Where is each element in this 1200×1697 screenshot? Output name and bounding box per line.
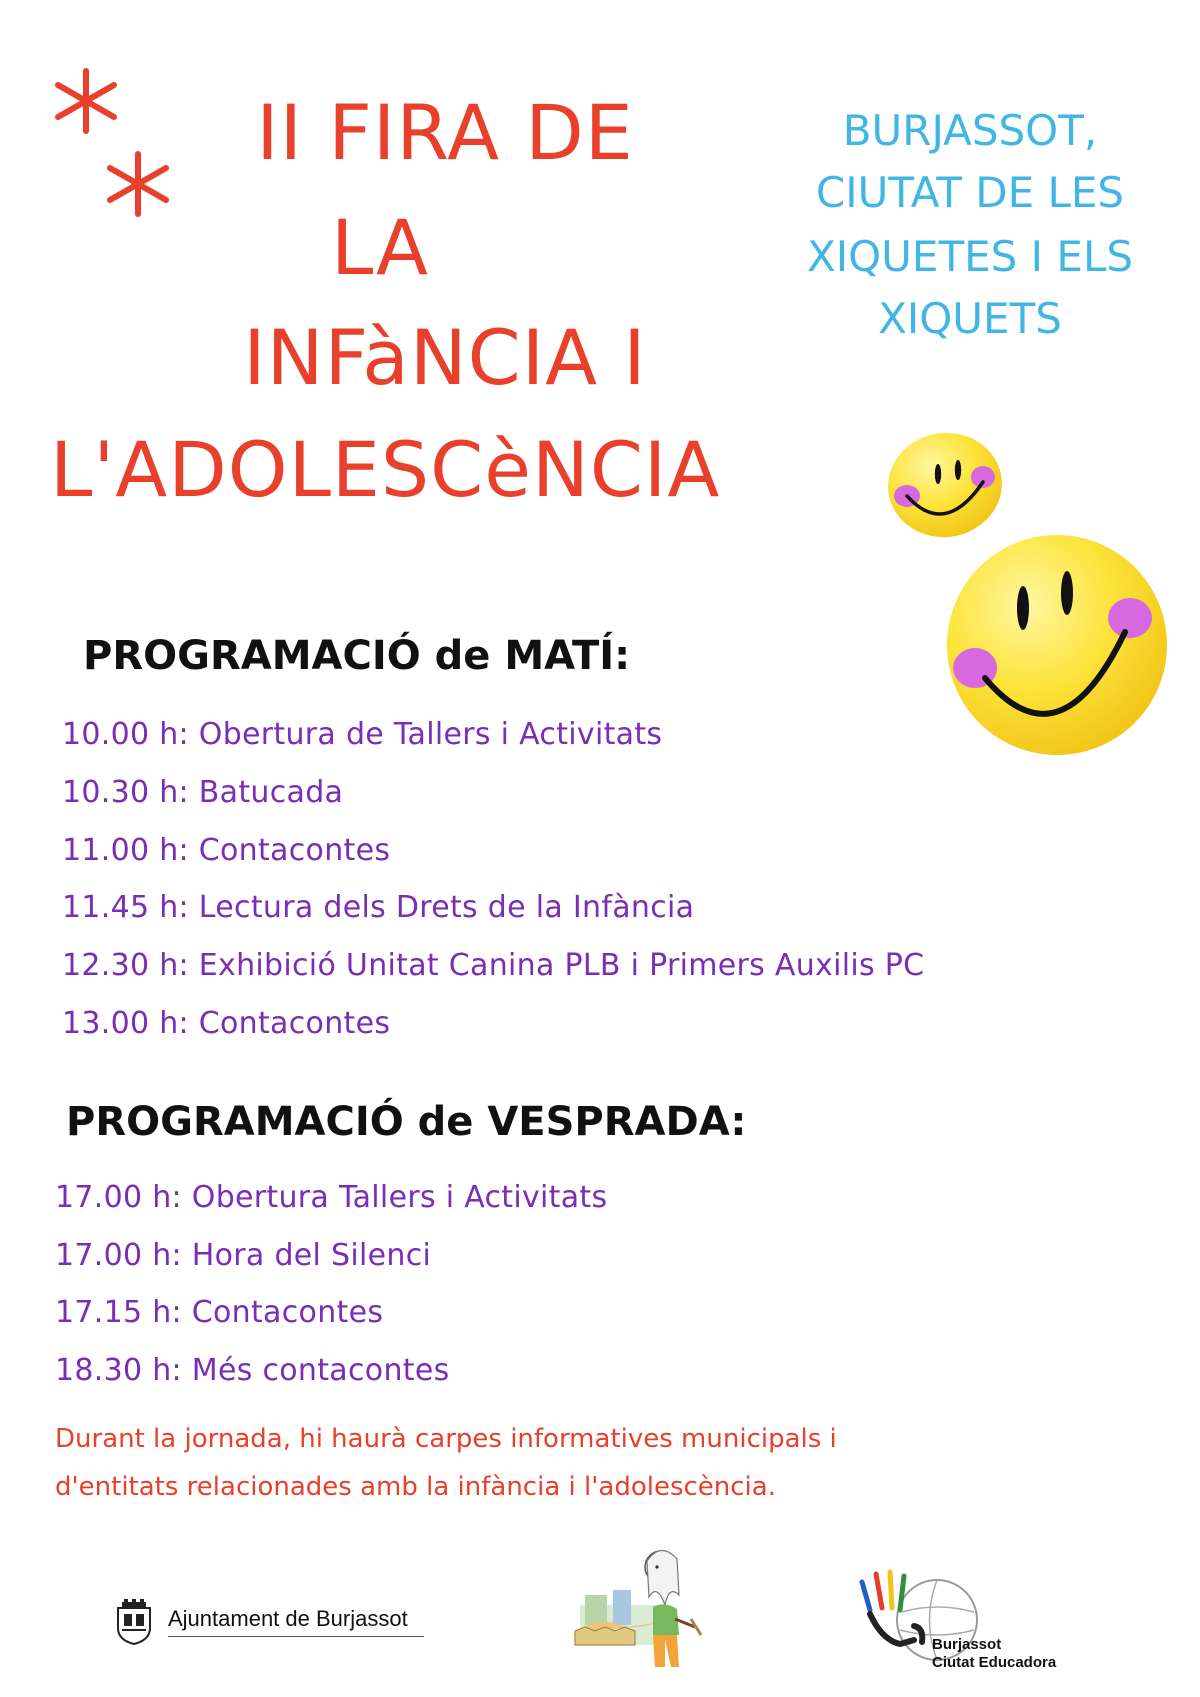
morning-item: 10.00 h: Obertura de Tallers i Activitats [62,717,663,752]
note-line-1: Durant la jornada, hi haurà carpes informatives municipals i [55,1424,837,1454]
ajuntament-logo [112,1598,432,1646]
subtitle-line-4: XIQUETS [878,294,1062,343]
morning-item: 10.30 h: Batucada [62,775,344,810]
evening-item: 17.00 h: Hora del Silenci [55,1238,432,1273]
subtitle-line-2: CIUTAT DE LES [815,168,1125,217]
morning-item: 12.30 h: Exhibició Unitat Canina PLB i Primers Auxilis PC [62,948,925,983]
evening-item: 18.30 h: Més contacontes [55,1353,450,1388]
morning-item: 13.00 h: Contacontes [62,1006,391,1041]
morning-item: 11.45 h: Lectura dels Drets de la Infància [62,890,695,925]
evening-item: 17.15 h: Contacontes [55,1295,384,1330]
morning-item: 11.00 h: Contacontes [62,833,391,868]
evening-item: 17.00 h: Obertura Tallers i Activitats [55,1180,608,1215]
title-line-3: INFàNCIA I [243,313,647,402]
title-line-2: LA [330,203,430,292]
smiley-face-icon [885,430,1005,540]
title-line-1: II FIRA DE [256,88,634,177]
smiley-face-icon [945,530,1170,760]
child-illustration-icon [565,1535,715,1685]
coat-of-arms-icon [112,1598,156,1646]
title-line-4: L'ADOLESCèNCIA [50,425,721,514]
ajuntament-name: Ajuntament de Burjassot [168,1606,408,1631]
subtitle-line-1: BURJASSOT, [842,106,1098,155]
subtitle-line-3: XIQUETES I ELS [806,232,1134,281]
note-line-2: d'entitats relacionades amb la infància i l'adolescència. [55,1472,776,1502]
ciutat-educadora-logo [852,1562,1122,1672]
underline-divider [168,1636,424,1637]
morning-heading: PROGRAMACIÓ de MATÍ: [83,633,631,679]
educadora-line-2: Ciutat Educadora [932,1654,1057,1671]
evening-heading: PROGRAMACIÓ de VESPRADA: [66,1099,747,1145]
educadora-line-1: Burjassot [932,1636,1002,1653]
